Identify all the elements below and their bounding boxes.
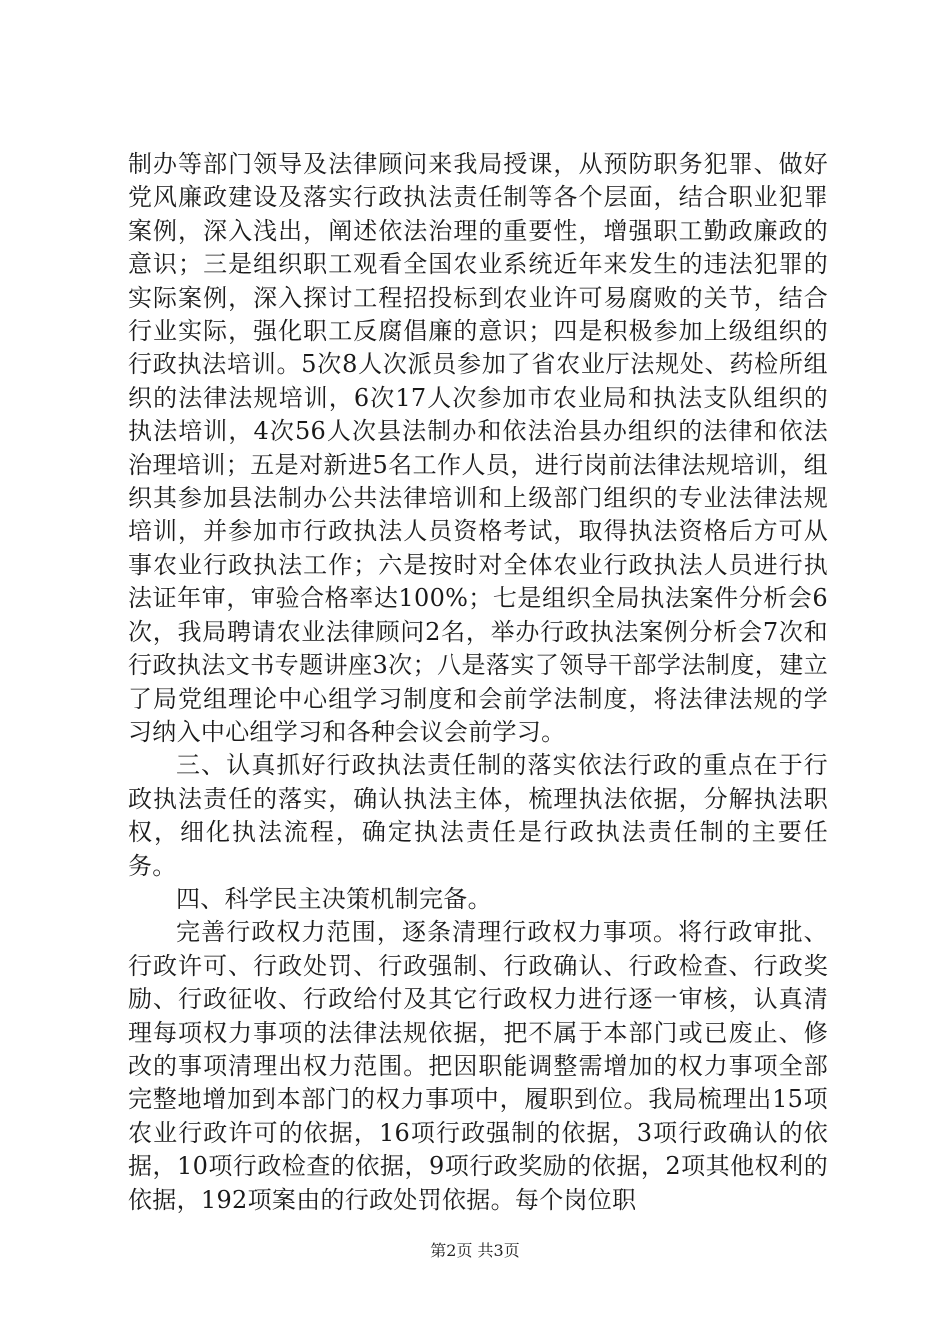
paragraph-power-scope: 完善行政权力范围，逐条清理行政权力事项。将行政审批、行政许可、行政处罚、行政强制、行政确认、行政检查、行政奖励、行政征收、行政给付及其它行政权力进行逐一审核，认真清理每项权力事项的法律法规依据，把不属于本部门或已废止、修改的事项清理出权力范围。把因职能调整需增加的权力事项全部完整地增加到本部门的权力事项中，履职到位。我局梳理出15项农业行政许可的依据，16项行政强制的依据，3项行政确认的依据，10项行政检查的依据，9项行政奖励的依据，2项其他权利的依据，192项案由的行政处罚依据。每个岗位职 xyxy=(128,918,828,1214)
document-body xyxy=(128,148,828,1217)
paragraph-section-four-heading: 四、科学民主决策机制完备。 xyxy=(176,884,492,913)
paragraph-section-three: 三、认真抓好行政执法责任制的落实依法行政的重点在于行政执法责任的落实，确认执法主体，梳理执法依据，分解执法职权，细化执法流程，确定执法责任是行政执法责任制的主要任务。 xyxy=(128,751,828,880)
paragraph-training: 制办等部门领导及法律顾问来我局授课，从预防职务犯罪、做好党风廉政建设及落实行政执法责任制等各个层面，结合职业犯罪案例，深入浅出，阐述依法治理的重要性，增强职工勤政廉政的意识；三是组织职工观看全国农业系统近年来发生的违法犯罪的实际案例，深入探讨工程招投标到农业许可易腐败的关节，结合行业实际，强化职工反腐倡廉的意识；四是积极参加上级组织的行政执法培训。5次8人次派员参加了省农业厅法规处、药检所组织的法律法规培训，6次17人次参加市农业局和执法支队组织的执法培训，4次56人次县法制办和依法治县办组织的法律和依法治理培训；五是对新进5名工作人员，进行岗前法律法规培训，组织其参加县法制办公共法律培训和上级部门组织的专业法律法规培训，并参加市行政执法人员资格考试，取得执法资格后方可从事农业行政执法工作；六是按时对全体农业行政执法人员进行执法证年审，审验合格率达100%；七是组织全局执法案件分析会6次，我局聘请农业法律顾问2名，举办行政执法案例分析会7次和行政执法文书专题讲座3次；八是落实了领导干部学法制度，建立了局党组理论中心组学习制度和会前学法制度，将法律法规的学习纳入中心组学习和各种会议会前学习。 xyxy=(128,150,828,746)
page-number-footer: 第2页 共3页 xyxy=(430,1241,520,1260)
